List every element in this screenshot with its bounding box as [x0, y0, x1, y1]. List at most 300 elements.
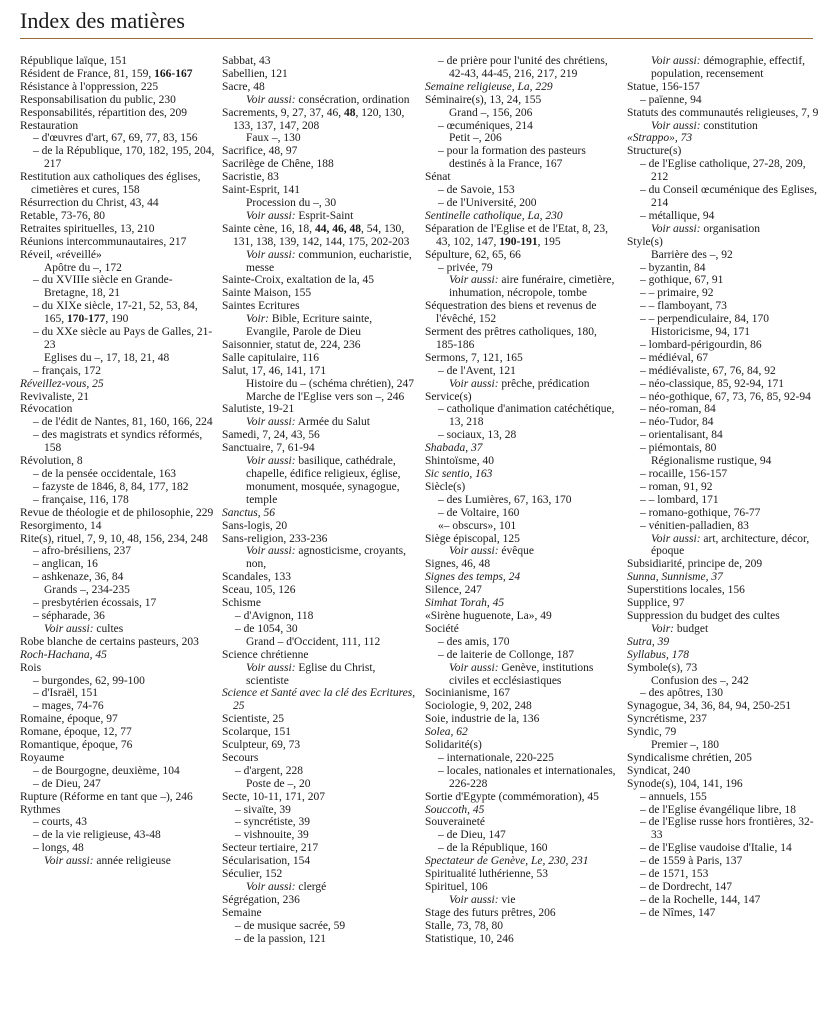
index-entry — [20, 545, 215, 558]
index-entry-text: – de Dieu, 147 — [438, 829, 506, 842]
index-entry — [222, 520, 417, 533]
index-entry-text: – orientalisant, 84 — [640, 429, 723, 442]
index-entry-text: Syndic, 79 — [627, 726, 677, 739]
index-entry — [627, 855, 822, 868]
index-entry-text: Marche de l'Eglise vers son –, 246 — [246, 390, 405, 403]
index-entry-text: – annuels, 155 — [640, 790, 707, 803]
index-entry — [425, 868, 620, 881]
index-entry — [222, 378, 417, 391]
index-entry-text: Réunions intercommunautaires, 217 — [20, 235, 187, 248]
index-entry-text: – de la République, 170, 182, 195, 204, 217 — [33, 145, 215, 171]
index-entry — [20, 558, 215, 571]
index-entry — [627, 274, 822, 287]
index-entry — [20, 610, 215, 623]
index-entry-text: – pour la formation des pasteurs destinés à la France, 167 — [438, 145, 586, 171]
index-entry — [627, 558, 822, 571]
index-entry — [222, 713, 417, 726]
index-entry-text: Sacrifice, 48, 97 — [222, 145, 298, 158]
index-entry — [425, 145, 620, 171]
index-entry — [425, 804, 620, 817]
index-entry — [425, 403, 620, 429]
index-entry — [222, 81, 417, 94]
index-entry-text: Stage des futurs prêtres, 206 — [425, 906, 556, 919]
index-entry-text: – néo-Tudor, 84 — [640, 416, 714, 429]
index-entry — [20, 842, 215, 855]
index-entry — [627, 662, 822, 675]
index-entry — [20, 120, 215, 133]
index-entry — [20, 210, 215, 223]
index-entry — [222, 687, 417, 713]
index-entry — [627, 313, 822, 326]
index-entry-text: – locales, nationales et internationales, 226-228 — [438, 764, 616, 790]
index-entry-text: Saisonnier, statut de, 224, 236 — [222, 338, 361, 351]
index-entry-text: – rocaille, 156-157 — [640, 468, 728, 480]
index-entry — [20, 855, 215, 868]
index-column-4 — [627, 55, 822, 920]
index-entry — [627, 442, 822, 455]
index-entry-text: – presbytérien écossais, 17 — [33, 597, 157, 610]
index-entry — [425, 933, 620, 946]
index-entry — [425, 597, 620, 610]
index-entry — [20, 262, 215, 275]
index-entry — [425, 365, 620, 378]
index-entry-text: Shabada, 37 — [425, 442, 483, 455]
index-entry — [425, 378, 620, 391]
index-entry-text: – médiéval, 67 — [640, 351, 709, 364]
index-entry — [222, 933, 417, 946]
index-entry-text: – du XVIIIe siècle en Grande-Bretagne, 18, 21 — [33, 274, 173, 300]
index-entry — [425, 171, 620, 184]
index-entry-text: – de l'Eglise évangélique libre, 18 — [640, 803, 796, 816]
index-entry-text: Rupture (Réforme en tant que –), 246 — [20, 790, 193, 803]
index-entry — [222, 249, 417, 275]
index-entry-text: – ashkenaze, 36, 84 — [33, 571, 124, 584]
index-entry-text: – vishnouite, 39 — [235, 829, 309, 842]
index-entry-text: – de la pensée occidentale, 163 — [33, 468, 177, 480]
index-entry-text: – néo-roman, 84 — [640, 403, 716, 416]
index-entry-text: Scandales, 133 — [222, 571, 291, 584]
index-entry — [222, 894, 417, 907]
index-entry-text: Régionalisme rustique, 94 — [651, 455, 772, 468]
index-entry — [20, 649, 215, 662]
index-entry-text: – syncrétiste, 39 — [235, 816, 311, 829]
index-entry-text: Supplice, 97 — [627, 597, 685, 610]
index-entry — [222, 352, 417, 365]
index-entry-text: – longs, 48 — [33, 842, 84, 855]
index-entry-bold-pages: 44, 46, 48 — [314, 222, 361, 235]
index-entry — [222, 507, 417, 520]
index-entry-text: Voir aussi: prêche, prédication — [449, 377, 590, 390]
index-entry-text: Suppression du budget des cultes — [627, 609, 780, 622]
index-entry — [627, 894, 822, 907]
index-entry-text: Service(s) — [425, 390, 472, 403]
index-entry — [627, 752, 822, 765]
index-entry — [20, 81, 215, 94]
index-entry — [20, 132, 215, 145]
index-entry-text: – d'Israël, 151 — [33, 687, 98, 700]
index-entry — [20, 378, 215, 391]
index-entry-text: Voir aussi: année religieuse — [44, 855, 171, 868]
index-entry — [20, 365, 215, 378]
index-entry-text: – de Savoie, 153 — [438, 184, 515, 197]
index-entry — [425, 442, 620, 455]
index-entry — [222, 391, 417, 404]
index-entry — [627, 739, 822, 752]
index-entry-text: Sépulture, 62, 65, 66 — [425, 248, 521, 261]
index-entry — [222, 210, 417, 223]
index-entry — [627, 120, 822, 133]
index-entry-text: – de l'Université, 200 — [438, 196, 537, 209]
index-entry-text: – d'œuvres d'art, 67, 69, 77, 83, 156 — [33, 132, 198, 145]
index-entry — [627, 649, 822, 662]
index-entry — [425, 107, 620, 120]
index-entry — [425, 713, 620, 726]
index-entry-text: – néo-gothique, 67, 73, 76, 85, 92-94 — [640, 390, 811, 403]
index-entry-text: Voir: budget — [651, 622, 709, 635]
index-entry — [425, 55, 620, 81]
index-entry — [425, 429, 620, 442]
index-entry-text: Spiritualité luthérienne, 53 — [425, 868, 548, 881]
index-entry — [222, 752, 417, 765]
index-entry — [425, 120, 620, 133]
index-entry-text: Sabbat, 43 — [222, 55, 271, 67]
index-entry — [20, 468, 215, 481]
index-entry-text: Syndicat, 240 — [627, 764, 691, 777]
index-entry-text: – – perpendiculaire, 84, 170 — [640, 313, 770, 326]
index-entry — [20, 765, 215, 778]
index-entry — [425, 700, 620, 713]
index-entry-text: Sainte-Croix, exaltation de la, 45 — [222, 274, 375, 287]
index-entry — [222, 442, 417, 455]
index-entry-pages-after: , 190 — [105, 313, 129, 326]
index-column-3 — [425, 55, 620, 946]
index-entry-text: Souveraineté — [425, 816, 486, 829]
index-entry — [627, 533, 822, 559]
index-entry-text: – afro-brésiliens, 237 — [33, 545, 132, 558]
index-entry — [20, 636, 215, 649]
index-entry-text: – païenne, 94 — [640, 93, 702, 106]
index-entry-text: Shintoïsme, 40 — [425, 455, 495, 468]
index-entry — [222, 287, 417, 300]
index-entry — [20, 68, 215, 81]
index-entry — [222, 829, 417, 842]
index-entry — [222, 223, 417, 249]
index-entry-text: – courts, 43 — [33, 816, 87, 829]
index-entry — [425, 571, 620, 584]
index-entry — [627, 610, 822, 623]
index-entry — [425, 636, 620, 649]
index-entry-text: – œcuméniques, 214 — [438, 119, 533, 132]
index-entry-text: Séparation de l'Eglise et de l'Etat, 8, 23, 43, 102, 147, — [425, 222, 608, 248]
index-entry — [20, 481, 215, 494]
index-entry-text: République laïque, 151 — [20, 55, 127, 67]
index-entry — [20, 391, 215, 404]
index-entry-text: Voir aussi: vie — [449, 893, 516, 906]
index-entry — [425, 816, 620, 829]
index-entry — [20, 403, 215, 416]
index-entry-text: Sunna, Sunnisme, 37 — [627, 571, 723, 584]
index-entry — [425, 842, 620, 855]
index-entry-text: Statuts des communautés religieuses, 7, 9 — [627, 106, 819, 119]
index-entry-text: Voir aussi: consécration, ordination — [246, 93, 410, 106]
index-entry-text: – sociaux, 13, 28 — [438, 429, 517, 442]
index-entry-text: Faux –, 130 — [246, 132, 301, 145]
index-entry — [627, 262, 822, 275]
index-entry — [627, 416, 822, 429]
index-entry-text: – – lombard, 171 — [640, 493, 719, 506]
index-entry-text: Retraites spirituelles, 13, 210 — [20, 222, 155, 235]
index-entry-text: Société — [425, 622, 459, 635]
index-entry-text: Sociologie, 9, 202, 248 — [425, 700, 532, 713]
index-entry-text: – – primaire, 92 — [640, 287, 714, 300]
index-entry — [222, 197, 417, 210]
index-entry-text: Science chrétienne — [222, 648, 309, 661]
index-entry-text: Révocation — [20, 403, 73, 416]
index-entry — [222, 816, 417, 829]
index-entry-text: Samedi, 7, 24, 43, 56 — [222, 429, 320, 442]
index-entry — [627, 158, 822, 184]
index-entry — [627, 300, 822, 313]
index-entry — [627, 804, 822, 817]
index-entry-pages-after: , 54, 130, 131, 138, 139, 142, 144, 175, 202-203 — [233, 222, 410, 248]
index-entry-text: Sermons, 7, 121, 165 — [425, 351, 523, 364]
index-entry-text: – de l'édit de Nantes, 81, 160, 166, 224 — [33, 416, 213, 429]
index-entry-text: Sécularisation, 154 — [222, 855, 311, 868]
index-entry-text: Socinianisme, 167 — [425, 687, 510, 700]
index-entry-text: Grand –, 156, 206 — [449, 106, 533, 119]
index-entry — [425, 300, 620, 326]
index-entry — [20, 326, 215, 352]
index-entry — [425, 894, 620, 907]
index-entry — [20, 520, 215, 533]
index-entry-text: Petit –, 206 — [449, 132, 502, 145]
index-entry — [20, 494, 215, 507]
index-entry-text: Grands –, 234-235 — [44, 584, 130, 597]
index-entry — [222, 132, 417, 145]
index-entry — [222, 623, 417, 636]
index-entry — [425, 752, 620, 765]
index-entry-text: – de 1571, 153 — [640, 868, 709, 881]
index-entry — [20, 55, 215, 68]
index-entry — [627, 236, 822, 249]
index-entry-text: Réveil, «réveillé» — [20, 248, 102, 261]
index-entry — [20, 197, 215, 210]
index-entry-text: – du XIXe siècle, 17-21, 52, 53, 84, 165, — [33, 300, 198, 326]
index-entry-text: Synode(s), 104, 141, 196 — [627, 777, 743, 790]
index-entry-text: – catholique d'animation catéchétique, 13, 218 — [438, 403, 615, 429]
index-entry-text: Simhat Torah, 45 — [425, 597, 505, 610]
index-entry-text: Science et Santé avec la clé des Ecritures, 25 — [222, 687, 416, 713]
index-entry-text: – de laiterie de Collonge, 187 — [438, 648, 575, 661]
index-entry — [222, 920, 417, 933]
index-entry — [222, 171, 417, 184]
index-entry — [627, 571, 822, 584]
index-entry — [20, 597, 215, 610]
index-entry-text: Royaume — [20, 751, 65, 764]
index-entry — [627, 391, 822, 404]
index-entry-text: Sacristie, 83 — [222, 171, 279, 184]
index-entry — [425, 352, 620, 365]
index-entry-text: – de Bourgogne, deuxième, 104 — [33, 764, 180, 777]
index-entry — [20, 829, 215, 842]
index-entry — [627, 94, 822, 107]
index-entry — [20, 223, 215, 236]
index-entry — [425, 262, 620, 275]
index-entry — [425, 507, 620, 520]
index-entry — [222, 791, 417, 804]
index-entry — [627, 623, 822, 636]
index-entry — [20, 687, 215, 700]
index-entry — [20, 675, 215, 688]
index-entry-text: Sabellien, 121 — [222, 67, 288, 80]
index-entry-text: Signes, 46, 48 — [425, 558, 491, 571]
index-entry — [627, 494, 822, 507]
index-entry — [20, 171, 215, 197]
index-entry — [627, 339, 822, 352]
index-entry-text: Secours — [222, 751, 259, 764]
index-entry-text: Sutra, 39 — [627, 635, 670, 648]
index-entry-text: Responsabilisation du public, 230 — [20, 93, 176, 106]
index-entry-text: Sentinelle catholique, La, 230 — [425, 209, 563, 222]
index-entry-text: Solea, 62 — [425, 726, 468, 739]
index-entry-text: Voir aussi: communion, eucharistie, messe — [246, 248, 412, 274]
index-entry-text: Résistance à l'oppression, 225 — [20, 80, 159, 93]
index-entry-text: – anglican, 16 — [33, 558, 98, 571]
index-entry-text: «– obscurs», 101 — [438, 519, 517, 532]
index-entry — [222, 55, 417, 68]
index-entry-text: Voir aussi: art, architecture, décor, époque — [651, 532, 810, 558]
index-entry-text: – romano-gothique, 76-77 — [640, 506, 761, 519]
index-entry — [627, 429, 822, 442]
index-entry — [222, 584, 417, 597]
index-entry-text: – de la Rochelle, 144, 147 — [640, 893, 761, 906]
index-entry-text: – de Voltaire, 160 — [438, 506, 520, 519]
index-entry-text: Séminaire(s), 13, 24, 155 — [425, 93, 542, 106]
index-entry — [222, 158, 417, 171]
index-entry-text: – vénitien-palladien, 83 — [640, 519, 749, 532]
index-entry — [222, 726, 417, 739]
index-entry-text: – piémontais, 80 — [640, 442, 717, 455]
index-entry-text: Sanctuaire, 7, 61-94 — [222, 442, 315, 455]
index-entry — [222, 300, 417, 313]
index-entry — [627, 326, 822, 339]
index-entry — [222, 765, 417, 778]
index-entry-text: Resorgimento, 14 — [20, 519, 102, 532]
index-entry-text: – byzantin, 84 — [640, 261, 706, 274]
index-entry-text: Rite(s), rituel, 7, 9, 10, 48, 156, 234, 248 — [20, 532, 208, 545]
index-entry-text: Voir aussi: évêque — [449, 545, 534, 558]
index-entry-text: Robe blanche de certains pasteurs, 203 — [20, 635, 199, 648]
index-entry — [627, 713, 822, 726]
index-entry — [222, 184, 417, 197]
index-entry — [20, 726, 215, 739]
index-entry-text: Restauration — [20, 119, 79, 132]
index-entry-text: – de musique sacrée, 59 — [235, 919, 346, 932]
index-entry-text: – de prière pour l'unité des chrétiens, 42-43, 44-45, 216, 217, 219 — [438, 55, 608, 80]
index-entry-text: Soie, industrie de la, 136 — [425, 713, 540, 726]
index-entry-bold-pages: 48 — [344, 106, 356, 119]
index-entry-text: Semaine religieuse, La, 229 — [425, 80, 553, 93]
index-entry — [627, 868, 822, 881]
index-entry-text: – roman, 91, 92 — [640, 480, 713, 493]
index-entry-text: – – flamboyant, 73 — [640, 300, 727, 313]
index-entry-text: – des amis, 170 — [438, 635, 510, 648]
index-entry — [222, 778, 417, 791]
index-entry — [20, 816, 215, 829]
index-entry-text: Sacrilège de Chêne, 188 — [222, 158, 334, 171]
index-entry — [425, 687, 620, 700]
index-entry — [627, 881, 822, 894]
index-entry-text: Symbole(s), 73 — [627, 661, 698, 674]
index-entry — [627, 520, 822, 533]
index-entry — [20, 429, 215, 455]
index-entry — [20, 778, 215, 791]
index-entry — [222, 868, 417, 881]
index-entry — [222, 365, 417, 378]
index-entry-text: – de Nîmes, 147 — [640, 906, 716, 919]
index-entry — [627, 223, 822, 236]
index-entry — [425, 907, 620, 920]
index-entry-text: Romane, époque, 12, 77 — [20, 726, 132, 739]
index-entry — [425, 81, 620, 94]
index-entry-text: Poste de –, 20 — [246, 777, 311, 790]
index-entry-text: – de la passion, 121 — [235, 932, 327, 945]
index-entry — [20, 791, 215, 804]
index-entry — [222, 429, 417, 442]
index-entry — [222, 416, 417, 429]
index-entry — [425, 274, 620, 300]
index-entry-text: Sceau, 105, 126 — [222, 584, 296, 597]
index-entry — [627, 468, 822, 481]
title-rule — [20, 38, 813, 39]
index-entry — [20, 300, 215, 326]
index-entry-text: Voir aussi: Eglise du Christ, scientiste — [246, 661, 376, 687]
index-entry-text: Syllabus, 178 — [627, 648, 689, 661]
index-entry-text: – médiévaliste, 67, 76, 84, 92 — [640, 364, 776, 377]
index-entry — [627, 210, 822, 223]
index-entry-text: Syndicalisme chrétien, 205 — [627, 751, 752, 764]
index-entry — [627, 107, 822, 120]
index-entry — [627, 81, 822, 94]
index-entry — [425, 545, 620, 558]
index-entry-text: – mages, 74-76 — [33, 700, 104, 713]
index-entry-text: Apôtre du –, 172 — [44, 261, 122, 274]
index-entry-text: – sivaïte, 39 — [235, 803, 291, 816]
index-entry — [627, 636, 822, 649]
index-entry — [222, 739, 417, 752]
index-entry-text: Stalle, 73, 78, 80 — [425, 919, 503, 932]
index-entry — [425, 881, 620, 894]
index-entry-text: – de 1054, 30 — [235, 622, 298, 635]
index-entry-text: Synagogue, 34, 36, 84, 94, 250-251 — [627, 700, 792, 713]
index-entry-text: Serment des prêtres catholiques, 180, 185-186 — [425, 326, 597, 351]
index-entry — [20, 662, 215, 675]
index-entry-text: – de l'Avent, 121 — [438, 364, 516, 377]
index-entry — [425, 765, 620, 791]
index-entry — [425, 920, 620, 933]
index-entry-text: – des Lumières, 67, 163, 170 — [438, 493, 572, 506]
index-entry — [425, 326, 620, 352]
index-entry — [425, 726, 620, 739]
index-entry-text: Salut, 17, 46, 141, 171 — [222, 364, 327, 377]
index-entry — [425, 610, 620, 623]
index-entry — [627, 249, 822, 262]
index-entry-text: Signes des temps, 24 — [425, 571, 521, 584]
index-entry-pages-after: , 195 — [537, 235, 561, 248]
index-entry — [425, 791, 620, 804]
index-entry-text: Confusion des –, 242 — [651, 674, 749, 687]
index-entry-text: – d'Avignon, 118 — [235, 609, 314, 622]
